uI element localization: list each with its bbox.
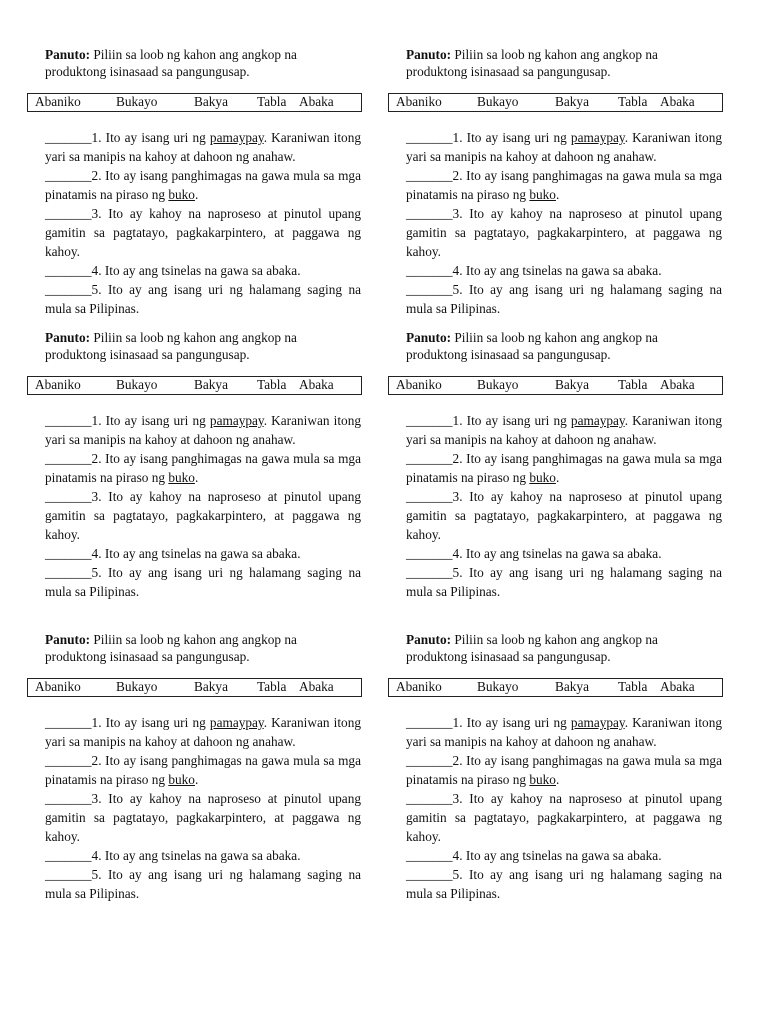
choice-word: Bakya xyxy=(555,94,589,109)
question-text: Ito ay ang isang uri ng halamang saging na mula sa Pilipinas. xyxy=(406,867,722,901)
underlined-word: pamaypay xyxy=(209,413,264,428)
question-number: 5. xyxy=(452,565,463,580)
answer-blank: _______ xyxy=(45,168,92,183)
question-number: 4. xyxy=(452,263,463,278)
answer-blank: _______ xyxy=(406,715,453,730)
answer-blank: _______ xyxy=(406,282,453,297)
question-text-end: . xyxy=(194,470,199,485)
answer-blank: _______ xyxy=(45,791,92,806)
question-text: Ito ay isang uri ng xyxy=(101,130,210,145)
question-text: Ito ay ang tsinelas na gawa sa abaka. xyxy=(101,546,301,561)
choices-box xyxy=(388,93,723,112)
answer-blank: _______ xyxy=(45,715,92,730)
question-item xyxy=(45,487,361,544)
question-text: Ito ay ang isang uri ng halamang saging na mula sa Pilipinas. xyxy=(406,565,722,599)
choices-box xyxy=(388,376,723,395)
choice-word: Abaniko xyxy=(35,377,81,392)
question-number: 2. xyxy=(452,168,463,183)
underlined-word: buko xyxy=(529,470,556,485)
question-item xyxy=(45,261,361,280)
question-item xyxy=(45,563,361,601)
answer-blank: _______ xyxy=(406,413,453,428)
question-text: Ito ay ang tsinelas na gawa sa abaka. xyxy=(462,546,662,561)
choice-word: Abaka xyxy=(660,679,695,694)
question-text: Ito ay ang isang uri ng halamang saging na mula sa Pilipinas. xyxy=(406,282,722,316)
answer-blank: _______ xyxy=(406,565,453,580)
choice-word: Bukayo xyxy=(477,377,519,392)
question-item xyxy=(406,166,722,204)
instruction xyxy=(406,329,706,363)
question-item xyxy=(406,544,722,563)
choice-word: Tabla xyxy=(618,94,648,109)
choice-word: Tabla xyxy=(257,679,287,694)
question-text: Ito ay ang isang uri ng halamang saging na mula sa Pilipinas. xyxy=(45,565,361,599)
instruction-label: Panuto: xyxy=(45,47,91,62)
question-item xyxy=(406,865,722,903)
question-item xyxy=(45,128,361,166)
question-item xyxy=(406,563,722,601)
question-number: 3. xyxy=(91,206,102,221)
answer-blank: _______ xyxy=(45,263,92,278)
question-text-end: . Karaniwan itong yari sa manipis na kahoy at dahoon ng anahaw. xyxy=(406,715,722,749)
question-number: 5. xyxy=(91,282,102,297)
question-item xyxy=(406,789,722,846)
question-number: 1. xyxy=(91,130,102,145)
choice-word: Abaniko xyxy=(35,94,81,109)
underlined-word: pamaypay xyxy=(570,413,625,428)
choice-word: Tabla xyxy=(257,94,287,109)
choice-word: Abaka xyxy=(660,377,695,392)
instruction-label: Panuto: xyxy=(406,330,452,345)
question-item xyxy=(406,411,722,449)
instruction xyxy=(45,329,345,363)
question-text: Ito ay ang isang uri ng halamang saging na mula sa Pilipinas. xyxy=(45,867,361,901)
underlined-word: buko xyxy=(529,772,556,787)
answer-blank: _______ xyxy=(45,848,92,863)
question-text: Ito ay isang panghimagas na gawa mula sa mga pinatamis na piraso ng xyxy=(45,168,361,202)
choice-word: Abaniko xyxy=(396,377,442,392)
question-item xyxy=(406,846,722,865)
instruction-label: Panuto: xyxy=(45,632,91,647)
question-text: Ito ay isang uri ng xyxy=(462,413,571,428)
question-text-end: . xyxy=(555,470,560,485)
question-text-end: . xyxy=(555,187,560,202)
question-text: Ito ay isang panghimagas na gawa mula sa mga pinatamis na piraso ng xyxy=(45,753,361,787)
choice-word: Tabla xyxy=(618,377,648,392)
instruction xyxy=(45,46,345,80)
question-number: 3. xyxy=(91,489,102,504)
question-number: 1. xyxy=(452,413,463,428)
choices-box xyxy=(27,376,362,395)
choice-word: Bukayo xyxy=(116,679,158,694)
instruction xyxy=(45,631,345,665)
question-number: 5. xyxy=(452,282,463,297)
question-text: Ito ay isang panghimagas na gawa mula sa mga pinatamis na piraso ng xyxy=(406,451,722,485)
choices-box xyxy=(27,93,362,112)
question-item xyxy=(45,865,361,903)
question-number: 2. xyxy=(91,753,102,768)
question-number: 4. xyxy=(452,546,463,561)
choice-word: Abaka xyxy=(660,94,695,109)
answer-blank: _______ xyxy=(406,489,453,504)
underlined-word: pamaypay xyxy=(209,715,264,730)
question-item xyxy=(45,544,361,563)
choice-word: Abaka xyxy=(299,679,334,694)
question-number: 3. xyxy=(452,206,463,221)
answer-blank: _______ xyxy=(406,848,453,863)
question-text-end: . Karaniwan itong yari sa manipis na kahoy at dahoon ng anahaw. xyxy=(45,715,361,749)
question-text: Ito ay isang uri ng xyxy=(462,715,571,730)
answer-blank: _______ xyxy=(45,130,92,145)
question-text-end: . xyxy=(194,187,199,202)
question-item xyxy=(45,713,361,751)
question-text-end: . Karaniwan itong yari sa manipis na kahoy at dahoon ng anahaw. xyxy=(45,413,361,447)
question-number: 4. xyxy=(452,848,463,863)
question-number: 1. xyxy=(91,413,102,428)
question-text: Ito ay kahoy na naproseso at pinutol upang gamitin sa pagtatayo, pagkakarpintero, at paggawa ng kahoy. xyxy=(45,791,361,844)
question-number: 3. xyxy=(452,489,463,504)
answer-blank: _______ xyxy=(45,413,92,428)
question-list xyxy=(406,128,722,318)
instruction-label: Panuto: xyxy=(406,47,452,62)
choice-word: Bakya xyxy=(194,679,228,694)
question-item xyxy=(406,449,722,487)
answer-blank: _______ xyxy=(406,791,453,806)
choice-word: Bakya xyxy=(555,679,589,694)
instruction-text: Piliin sa loob ng kahon ang angkop na produktong isinasaad sa pangungusap. xyxy=(406,47,658,79)
question-number: 2. xyxy=(452,753,463,768)
instruction xyxy=(406,631,706,665)
question-item xyxy=(45,846,361,865)
instruction-text: Piliin sa loob ng kahon ang angkop na produktong isinasaad sa pangungusap. xyxy=(45,330,297,362)
answer-blank: _______ xyxy=(45,489,92,504)
question-item xyxy=(406,261,722,280)
instruction-text: Piliin sa loob ng kahon ang angkop na produktong isinasaad sa pangungusap. xyxy=(45,632,297,664)
answer-blank: _______ xyxy=(45,451,92,466)
answer-blank: _______ xyxy=(406,168,453,183)
answer-blank: _______ xyxy=(406,263,453,278)
choice-word: Abaniko xyxy=(396,679,442,694)
choice-word: Abaniko xyxy=(396,94,442,109)
question-list xyxy=(45,411,361,601)
question-text: Ito ay isang panghimagas na gawa mula sa mga pinatamis na piraso ng xyxy=(406,168,722,202)
question-list xyxy=(406,713,722,903)
question-text: Ito ay isang uri ng xyxy=(101,715,210,730)
answer-blank: _______ xyxy=(406,867,453,882)
question-text: Ito ay ang isang uri ng halamang saging na mula sa Pilipinas. xyxy=(45,282,361,316)
question-text: Ito ay kahoy na naproseso at pinutol upang gamitin sa pagtatayo, pagkakarpintero, at paggawa ng kahoy. xyxy=(45,489,361,542)
question-item xyxy=(45,411,361,449)
underlined-word: buko xyxy=(529,187,556,202)
underlined-word: pamaypay xyxy=(209,130,264,145)
question-number: 5. xyxy=(91,565,102,580)
answer-blank: _______ xyxy=(406,206,453,221)
choice-word: Abaka xyxy=(299,94,334,109)
answer-blank: _______ xyxy=(45,546,92,561)
question-item xyxy=(45,280,361,318)
answer-blank: _______ xyxy=(45,565,92,580)
question-item xyxy=(406,204,722,261)
choices-box xyxy=(388,678,723,697)
choice-word: Bakya xyxy=(555,377,589,392)
choice-word: Bukayo xyxy=(477,679,519,694)
question-item xyxy=(45,449,361,487)
question-item xyxy=(406,713,722,751)
question-number: 4. xyxy=(91,546,102,561)
question-number: 3. xyxy=(452,791,463,806)
question-item xyxy=(406,487,722,544)
answer-blank: _______ xyxy=(406,130,453,145)
underlined-word: buko xyxy=(168,187,195,202)
question-item xyxy=(45,751,361,789)
question-text: Ito ay kahoy na naproseso at pinutol upang gamitin sa pagtatayo, pagkakarpintero, at paggawa ng kahoy. xyxy=(406,206,722,259)
question-text-end: . Karaniwan itong yari sa manipis na kahoy at dahoon ng anahaw. xyxy=(406,413,722,447)
question-text: Ito ay kahoy na naproseso at pinutol upang gamitin sa pagtatayo, pagkakarpintero, at paggawa ng kahoy. xyxy=(406,791,722,844)
choice-word: Abaka xyxy=(299,377,334,392)
question-text: Ito ay kahoy na naproseso at pinutol upang gamitin sa pagtatayo, pagkakarpintero, at paggawa ng kahoy. xyxy=(45,206,361,259)
question-text: Ito ay ang tsinelas na gawa sa abaka. xyxy=(101,263,301,278)
question-item xyxy=(45,789,361,846)
answer-blank: _______ xyxy=(45,867,92,882)
question-list xyxy=(45,713,361,903)
question-item xyxy=(406,751,722,789)
question-number: 5. xyxy=(452,867,463,882)
choice-word: Bakya xyxy=(194,94,228,109)
answer-blank: _______ xyxy=(45,753,92,768)
underlined-word: buko xyxy=(168,470,195,485)
choice-word: Tabla xyxy=(618,679,648,694)
choice-word: Bukayo xyxy=(116,94,158,109)
underlined-word: pamaypay xyxy=(570,715,625,730)
question-text: Ito ay ang tsinelas na gawa sa abaka. xyxy=(462,848,662,863)
question-number: 2. xyxy=(91,451,102,466)
question-text: Ito ay kahoy na naproseso at pinutol upang gamitin sa pagtatayo, pagkakarpintero, at paggawa ng kahoy. xyxy=(406,489,722,542)
question-list xyxy=(45,128,361,318)
choice-word: Bukayo xyxy=(116,377,158,392)
question-number: 1. xyxy=(452,715,463,730)
question-item xyxy=(406,280,722,318)
instruction-text: Piliin sa loob ng kahon ang angkop na produktong isinasaad sa pangungusap. xyxy=(45,47,297,79)
answer-blank: _______ xyxy=(406,753,453,768)
underlined-word: buko xyxy=(168,772,195,787)
choice-word: Abaniko xyxy=(35,679,81,694)
question-text-end: . Karaniwan itong yari sa manipis na kahoy at dahoon ng anahaw. xyxy=(45,130,361,164)
question-list xyxy=(406,411,722,601)
question-text: Ito ay ang tsinelas na gawa sa abaka. xyxy=(462,263,662,278)
question-number: 3. xyxy=(91,791,102,806)
question-number: 2. xyxy=(91,168,102,183)
question-number: 4. xyxy=(91,848,102,863)
instruction-text: Piliin sa loob ng kahon ang angkop na produktong isinasaad sa pangungusap. xyxy=(406,632,658,664)
choice-word: Tabla xyxy=(257,377,287,392)
question-number: 5. xyxy=(91,867,102,882)
instruction-label: Panuto: xyxy=(45,330,91,345)
question-number: 1. xyxy=(91,715,102,730)
choice-word: Bukayo xyxy=(477,94,519,109)
question-text-end: . Karaniwan itong yari sa manipis na kahoy at dahoon ng anahaw. xyxy=(406,130,722,164)
answer-blank: _______ xyxy=(45,282,92,297)
choices-box xyxy=(27,678,362,697)
question-number: 1. xyxy=(452,130,463,145)
underlined-word: pamaypay xyxy=(570,130,625,145)
question-number: 4. xyxy=(91,263,102,278)
question-number: 2. xyxy=(452,451,463,466)
answer-blank: _______ xyxy=(406,451,453,466)
question-text: Ito ay isang uri ng xyxy=(101,413,210,428)
answer-blank: _______ xyxy=(406,546,453,561)
question-text: Ito ay isang uri ng xyxy=(462,130,571,145)
question-text-end: . xyxy=(194,772,199,787)
question-item xyxy=(45,204,361,261)
instruction-label: Panuto: xyxy=(406,632,452,647)
question-text: Ito ay ang tsinelas na gawa sa abaka. xyxy=(101,848,301,863)
choice-word: Bakya xyxy=(194,377,228,392)
question-item xyxy=(406,128,722,166)
question-text-end: . xyxy=(555,772,560,787)
instruction xyxy=(406,46,706,80)
answer-blank: _______ xyxy=(45,206,92,221)
question-item xyxy=(45,166,361,204)
question-text: Ito ay isang panghimagas na gawa mula sa mga pinatamis na piraso ng xyxy=(45,451,361,485)
instruction-text: Piliin sa loob ng kahon ang angkop na produktong isinasaad sa pangungusap. xyxy=(406,330,658,362)
question-text: Ito ay isang panghimagas na gawa mula sa mga pinatamis na piraso ng xyxy=(406,753,722,787)
